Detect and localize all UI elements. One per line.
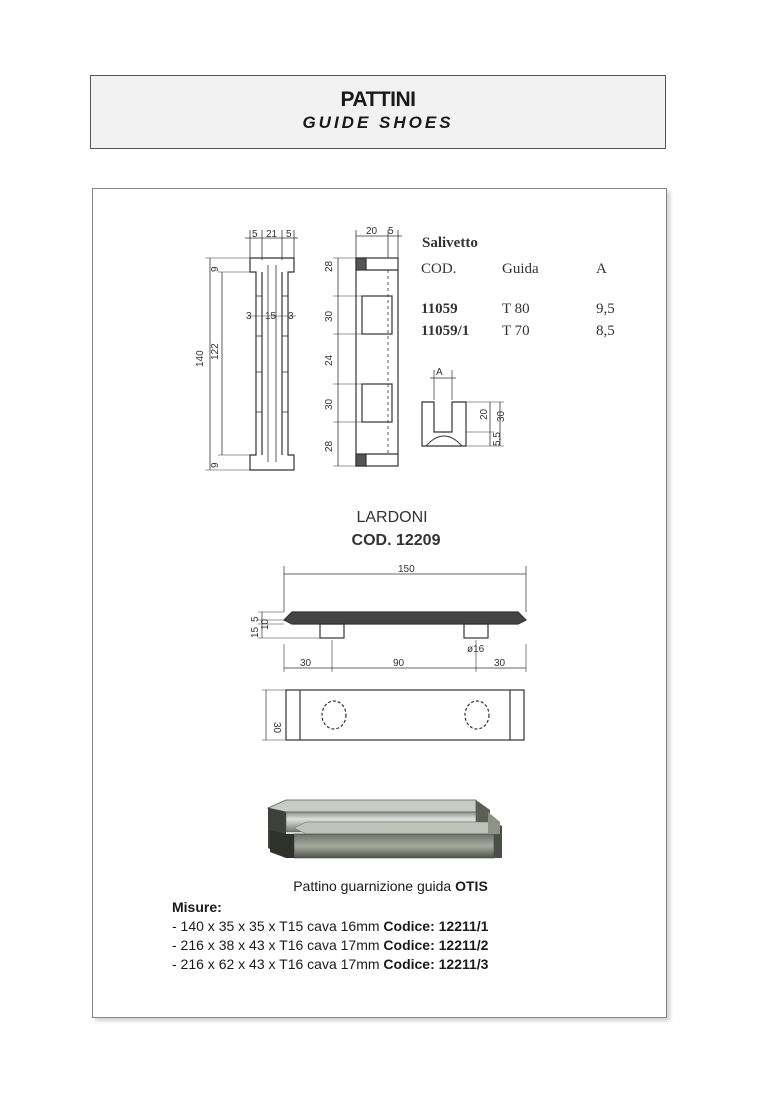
front-center-dim-left: 3 [246,311,252,322]
side-dim-flange: 5 [388,226,394,237]
col-header-cod: COD. [421,261,457,277]
front-dim-left: 5 [252,229,258,240]
page-subtitle: GUIDE SHOES [302,113,454,132]
side-dim-1: 28 [324,260,335,272]
lardoni-dim-15: 15 [250,626,261,638]
lardoni-length: 150 [398,564,415,575]
lardoni-dim-90: 90 [393,658,405,669]
misure-list [172,898,488,974]
lardoni-dim-10: 10 [260,618,271,630]
row1-cod: 11059 [421,301,458,317]
front-height-total: 140 [195,350,206,367]
misure-item [172,936,488,955]
profile-dim-55: 5,5 [492,432,503,446]
otis-guide-shoe-image [268,800,502,858]
misure-label: Misure: [172,899,222,915]
profile-dim-30: 30 [496,410,507,422]
side-dim-5: 28 [324,440,335,452]
misure-item [172,955,488,974]
page-title: PATTINI [340,88,416,111]
col-header-guida: Guida [502,261,539,277]
salivetto-title: Salivetto [422,235,478,251]
row1-a: 9,5 [596,301,615,317]
front-dim-center: 21 [266,229,278,240]
lardoni-title: LARDONI [356,509,428,526]
misure-desc: - 140 x 35 x 35 x T15 cava 16mm [172,918,384,934]
front-end-dim-top: 9 [210,266,221,272]
shoe-side-view [333,230,402,466]
side-dim-width: 20 [366,226,378,237]
lardoni-dim-5: 5 [250,616,261,622]
salivetto-table [421,235,615,339]
front-end-dim-bottom: 9 [210,462,221,468]
lardoni-elevation [258,566,526,672]
row1-guida: T 80 [502,301,530,317]
profile-dim-20: 20 [479,408,490,420]
misure-code: Codice: 12211/1 [383,918,489,934]
otis-brand: OTIS [455,878,488,894]
lardoni-width: 30 [271,722,282,734]
row2-cod: 11059/1 [421,323,470,339]
lardoni-dim-left-30: 30 [300,658,312,669]
front-dim-right: 5 [286,229,292,240]
front-center-dim-mid: 15 [265,311,277,322]
side-dim-2: 30 [324,310,335,322]
front-height-inner: 122 [210,343,221,360]
otis-caption [0,878,781,894]
lardoni-plan [262,690,524,740]
row2-guida: T 70 [502,323,530,339]
lardoni-code: COD. 12209 [351,532,441,549]
col-header-a: A [596,261,607,277]
lardoni-hole-dim: ø16 [467,644,485,655]
misure-code: Codice: 12211/3 [383,956,489,972]
misure-item [172,917,488,936]
misure-desc: - 216 x 38 x 43 x T16 cava 17mm [172,937,384,953]
misure-desc: - 216 x 62 x 43 x T16 cava 17mm [172,956,384,972]
otis-caption-text: Pattino guarnizione guida [293,878,456,894]
row2-a: 8,5 [596,323,615,339]
profile-label-a: A [436,367,443,378]
misure-code: Codice: 12211/2 [383,937,489,953]
side-dim-3: 24 [324,354,335,366]
front-center-dim-right: 3 [288,311,294,322]
lardoni-dim-right-30: 30 [494,658,506,669]
side-dim-4: 30 [324,398,335,410]
